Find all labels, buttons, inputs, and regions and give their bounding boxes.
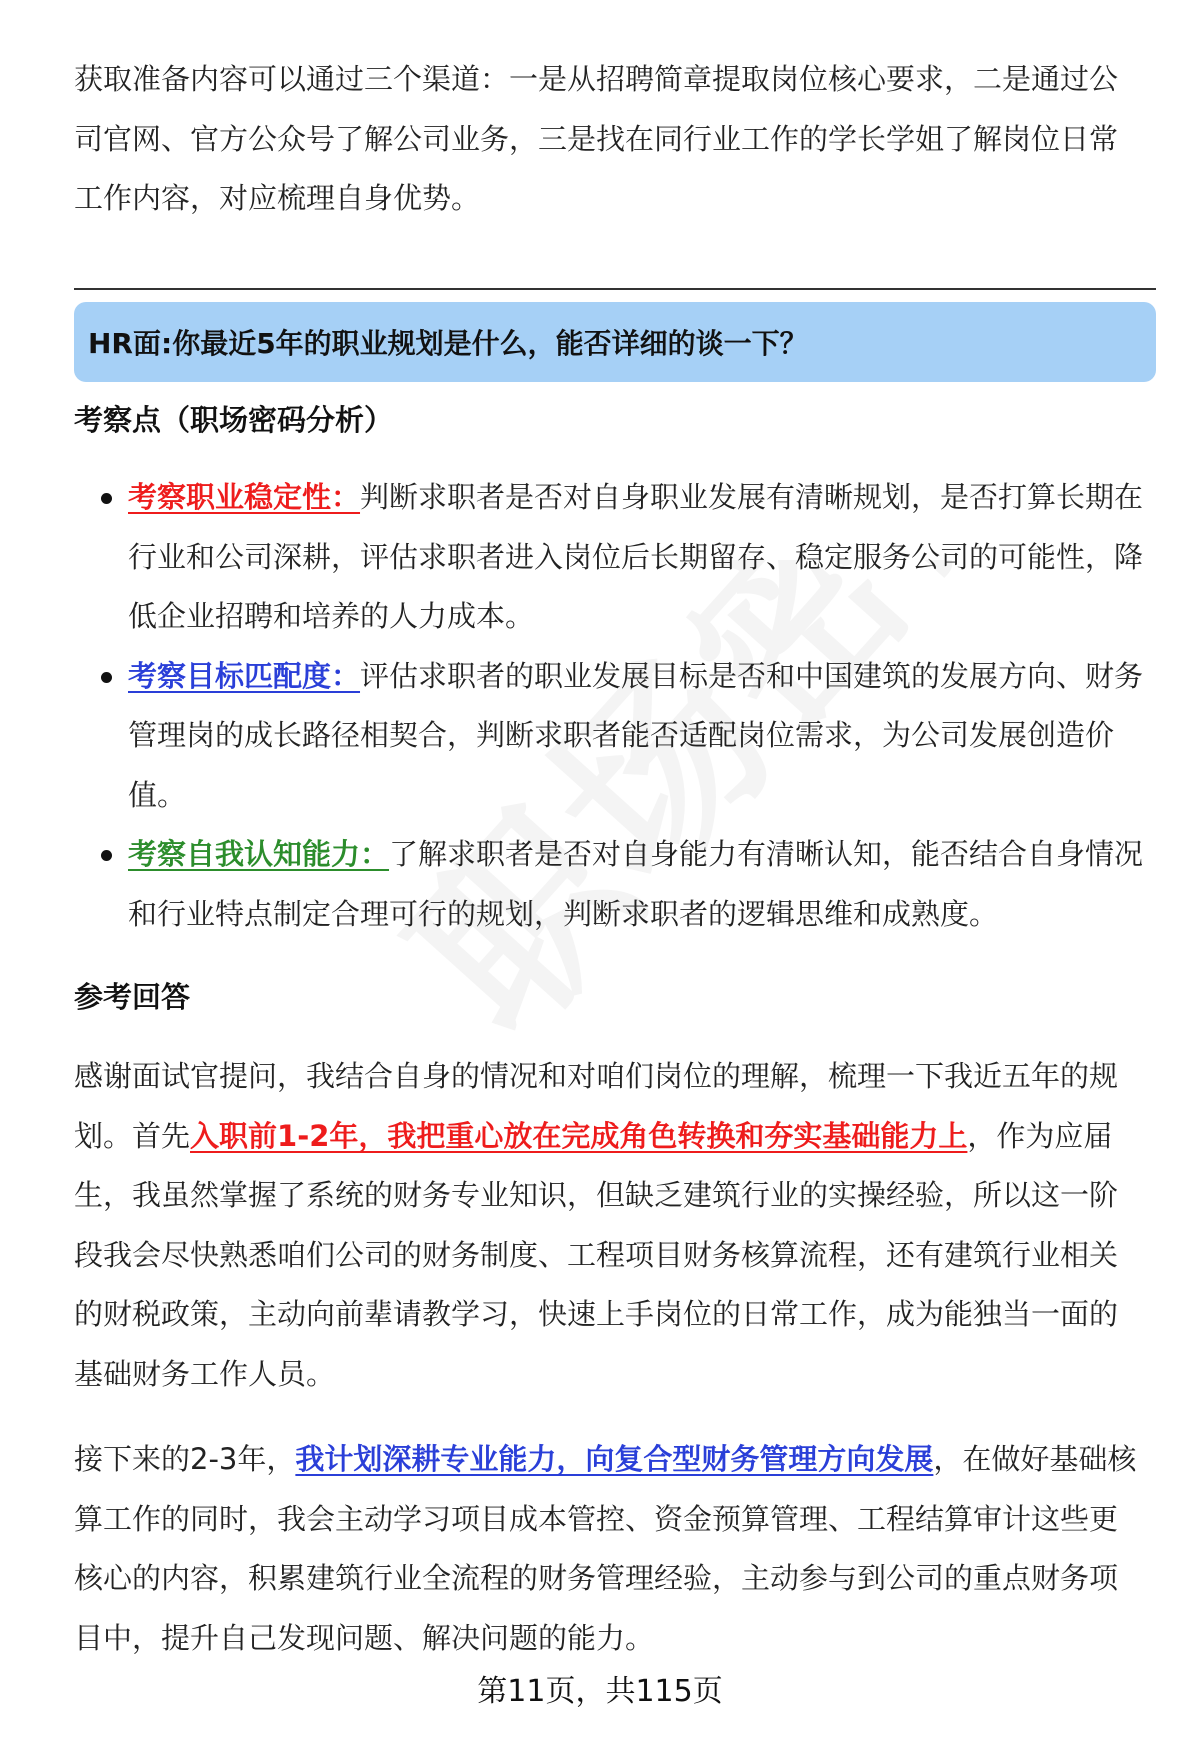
- question-box: [74, 302, 1156, 382]
- bullet-text: 了解求职者是否对自身能力有清晰认知，能否结合自身情况和行业特点制定合理可行的规划，判断求职者的逻辑思维和成熟度。: [128, 837, 1144, 931]
- answer-text: ，在做好基础核算工作的同时，我会主动学习项目成本管控、资金预算管理、工程结算审计这些更核心的内容，积累建筑行业全流程的财务管理经验，主动参与到公司的重点财务项目中，提升自己发现问题、解决问题的能力。: [74, 1442, 1137, 1655]
- bullet-label: 考察职业稳定性：: [128, 480, 361, 514]
- answer-highlight: 我计划深耕专业能力，向复合型财务管理方向发展: [295, 1442, 934, 1476]
- bullet-label: 考察自我认知能力：: [128, 837, 390, 871]
- bullet-dot: [101, 850, 112, 861]
- answer-heading: 参考回答: [74, 980, 191, 1014]
- question-text: HR面:你最近5年的职业规划是什么，能否详细的谈一下？: [88, 327, 808, 360]
- analysis-list: [74, 468, 1156, 944]
- list-item: [74, 825, 1164, 944]
- bullet-text: 评估求职者的职业发展目标是否和中国建筑的发展方向、财务管理岗的成长路径相契合，判断求职者能否适配岗位需求，为公司发展创造价值。: [128, 658, 1144, 812]
- answer-paragraph-2: [74, 1430, 1144, 1668]
- section-divider: [74, 288, 1156, 290]
- list-item: [74, 647, 1164, 826]
- answer-text: 感谢面试官提问，我结合自身的情况和对咱们岗位的理解，梳理一下我近五年的规划。首先: [74, 1059, 1119, 1153]
- answer-highlight: 入职前1-2年，我把重心放在完成角色转换和夯实基础能力上: [190, 1118, 968, 1153]
- answer-text: ，作为应届生，我虽然掌握了系统的财务专业知识，但缺乏建筑行业的实操经验，所以这一阶段我会尽快熟悉咱们公司的财务制度、工程项目财务核算流程，还有建筑行业相关的财税政策，主动向前辈请教学习，快速上手岗位的日常工作，成为能独当一面的基础财务工作人员。: [74, 1118, 1119, 1391]
- bullet-text: 判断求职者是否对自身职业发展有清晰规划，是否打算长期在行业和公司深耕，评估求职者进入岗位后长期留存、稳定服务公司的可能性，降低企业招聘和培养的人力成本。: [128, 480, 1144, 633]
- bullet-dot: [101, 493, 112, 504]
- bullet-label: 考察目标匹配度：: [128, 658, 361, 693]
- intro-paragraph: 获取准备内容可以通过三个渠道：一是从招聘简章提取岗位核心要求，二是通过公司官网、官方公众号了解公司业务，三是找在同行业工作的学长学姐了解岗位日常工作内容，对应梳理自身优势。: [74, 62, 1119, 215]
- list-item: [74, 468, 1164, 647]
- analysis-heading: 考察点（职场密码分析）: [74, 403, 394, 437]
- page-number: 第11页，共115页: [477, 1674, 723, 1709]
- bullet-dot: [101, 672, 112, 683]
- answer-paragraph-1: [74, 1047, 1144, 1404]
- answer-text: 接下来的2-3年，: [74, 1442, 296, 1476]
